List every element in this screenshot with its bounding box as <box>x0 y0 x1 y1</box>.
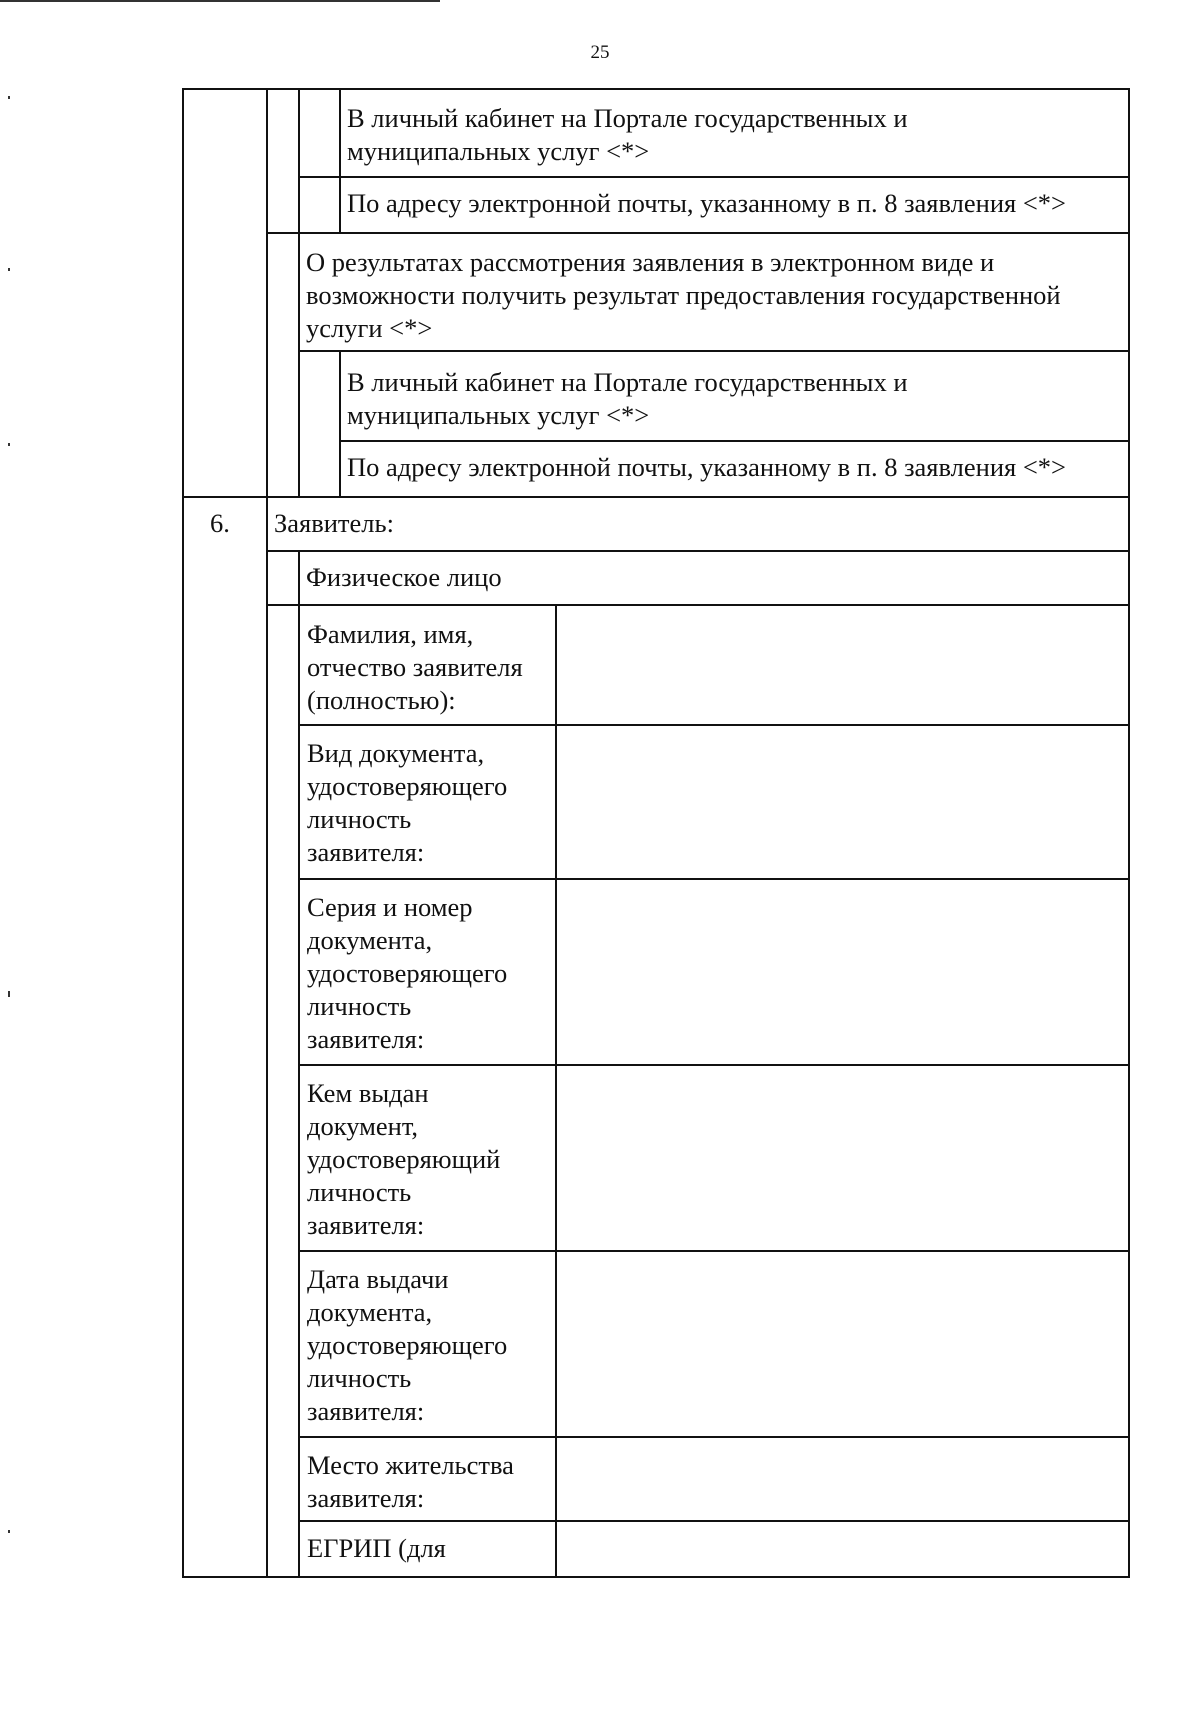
col-separator-number <box>266 88 268 1578</box>
col-separator-checkbox-1 <box>339 88 341 234</box>
field-label-line: личность <box>307 804 412 834</box>
row-line <box>339 440 1130 442</box>
field-label-line: документ, <box>307 1111 419 1141</box>
application-form-table <box>182 88 1130 1578</box>
table-border-right <box>1128 88 1130 1578</box>
field-label-line: удостоверяющего <box>307 958 508 988</box>
field-label-line: ЕГРИП (для <box>307 1533 446 1563</box>
results-notice-line: услуги <*> <box>306 313 433 343</box>
row-line <box>298 350 1130 352</box>
field-label-line: документа, <box>307 1297 433 1327</box>
field-label-line: заявителя: <box>307 1483 425 1513</box>
field-issued-by-value[interactable] <box>558 1067 1126 1248</box>
option-personal-cabinet-2 <box>347 366 908 432</box>
field-series-number-label <box>307 891 507 1056</box>
option-personal-cabinet-2-line: муниципальных услуг <*> <box>347 400 650 430</box>
field-egrip-label <box>307 1532 446 1565</box>
row-line <box>298 1250 1130 1252</box>
field-label-line: Вид документа, <box>307 738 485 768</box>
option-personal-cabinet-2-line: В личный кабинет на Портале государственных и <box>347 367 908 397</box>
col-separator-value <box>555 606 557 1578</box>
section-title: Заявитель: <box>274 508 394 538</box>
row-line <box>298 1520 1130 1522</box>
page-number: 25 <box>590 42 610 63</box>
field-label-line: удостоверяющего <box>307 771 508 801</box>
results-notice <box>306 246 1061 345</box>
col-separator-checkbox-2 <box>339 352 341 498</box>
row-line <box>298 1436 1130 1438</box>
field-issue-date-label <box>307 1263 507 1428</box>
option-personal-cabinet-1-line: муниципальных услуг <*> <box>347 136 650 166</box>
table-border-bottom <box>182 1576 1130 1578</box>
scan-artifact-left-dot <box>8 991 10 997</box>
scan-artifact-left-dot <box>8 96 10 99</box>
table-border-top <box>182 88 1130 90</box>
field-document-type-value[interactable] <box>558 727 1126 876</box>
field-full-name-value[interactable] <box>558 608 1126 722</box>
field-label-line: удостоверяющий <box>307 1144 501 1174</box>
field-egrip-value[interactable] <box>558 1523 1126 1574</box>
results-notice-line: возможности получить результат предоставления государственной <box>306 280 1061 310</box>
option-personal-cabinet-1-line: В личный кабинет на Портале государственных и <box>347 103 908 133</box>
field-series-number-value[interactable] <box>558 881 1126 1062</box>
field-label-line: личность <box>307 991 412 1021</box>
results-notice-line: О результатах рассмотрения заявления в электронном виде и <box>306 247 995 277</box>
row-line <box>266 550 1130 552</box>
field-label-line: Дата выдачи <box>307 1264 449 1294</box>
field-label-line: личность <box>307 1177 412 1207</box>
field-label-line: заявителя: <box>307 837 425 867</box>
field-label-line: заявителя: <box>307 1396 425 1426</box>
field-label-line: Серия и номер <box>307 892 473 922</box>
scan-artifact-left-dot <box>8 268 10 271</box>
row-line <box>298 878 1130 880</box>
table-border-left <box>182 88 184 1578</box>
option-personal-cabinet-1 <box>347 102 908 168</box>
row-line <box>298 1064 1130 1066</box>
field-label-line: Кем выдан <box>307 1078 429 1108</box>
field-residence-label <box>307 1449 514 1515</box>
scan-artifact-top <box>0 0 440 2</box>
field-issued-by-label <box>307 1077 500 1242</box>
field-label-line: заявителя: <box>307 1210 425 1240</box>
field-label-line: личность <box>307 1363 412 1393</box>
field-label-line: удостоверяющего <box>307 1330 508 1360</box>
individual-person-label: Физическое лицо <box>306 562 502 592</box>
field-label-line: документа, <box>307 925 433 955</box>
scan-artifact-left-dot <box>8 443 10 446</box>
option-email-1: По адресу электронной почты, указанному в п. 8 заявления <*> <box>347 188 1066 218</box>
field-document-type-label <box>307 737 507 869</box>
row-line <box>298 176 1130 178</box>
field-label-line: заявителя: <box>307 1024 425 1054</box>
option-email-2: По адресу электронной почты, указанному в п. 8 заявления <*> <box>347 452 1066 482</box>
row-line <box>266 232 1130 234</box>
field-full-name-label <box>307 618 523 717</box>
col-separator-indent-1 <box>298 88 300 498</box>
field-issue-date-value[interactable] <box>558 1253 1126 1434</box>
field-label-line: Место жительства <box>307 1450 514 1480</box>
section-number: 6. <box>210 508 230 538</box>
row-line <box>266 604 1130 606</box>
field-label-line: отчество заявителя <box>307 652 523 682</box>
row-line <box>298 724 1130 726</box>
field-label-line: Фамилия, имя, <box>307 619 474 649</box>
row-line <box>182 496 1130 498</box>
field-residence-value[interactable] <box>558 1439 1126 1518</box>
field-label-line: (полностью): <box>307 685 456 715</box>
scan-artifact-left-dot <box>8 1530 10 1533</box>
